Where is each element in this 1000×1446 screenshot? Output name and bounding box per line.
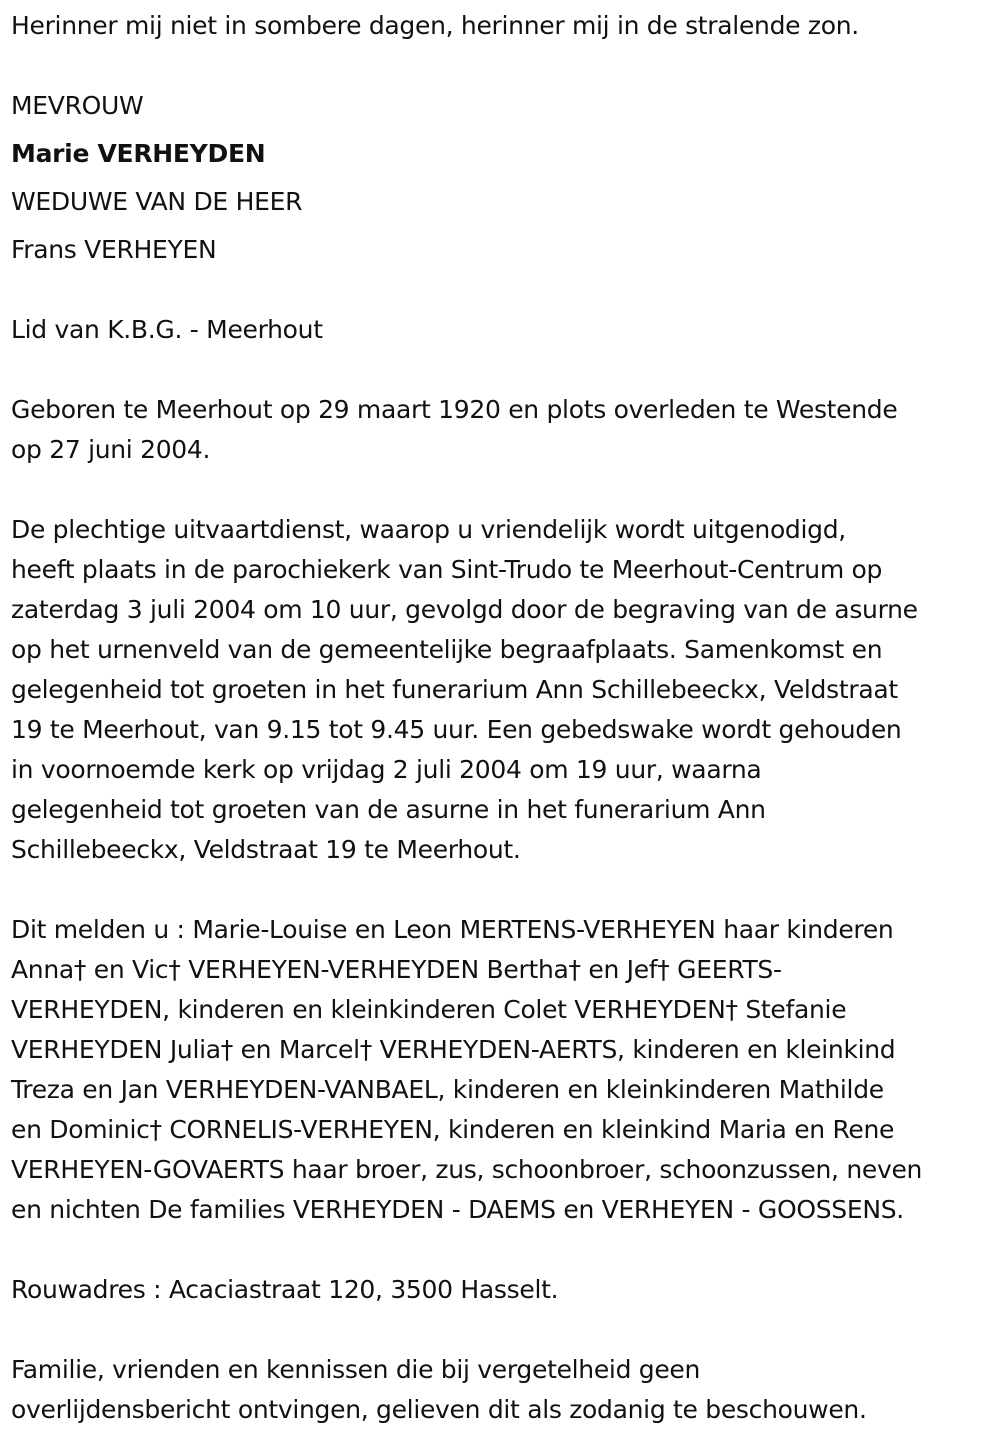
ceremony-line: op het urnenveld van de gemeentelijke begraafplaats. Samenkomst en [11,635,883,664]
announcement-line: Treza en Jan VERHEYDEN-VANBAEL, kinderen en kleinkinderen Mathilde [11,1075,884,1104]
announcement-line: Anna† en Vic† VERHEYEN-VERHEYDEN Bertha† en Jef† GEERTS- [11,955,782,984]
announcement-line: VERHEYDEN, kinderen en kleinkinderen Colet VERHEYDEN† Stefanie [11,995,847,1024]
announcement-line: VERHEYEN-GOVAERTS haar broer, zus, schoonbroer, schoonzussen, neven [11,1155,923,1184]
ceremony-line: heeft plaats in de parochiekerk van Sint-Trudo te Meerhout-Centrum op [11,555,883,584]
announcement-line: VERHEYDEN Julia† en Marcel† VERHEYDEN-AERTS, kinderen en kleinkind [11,1035,896,1064]
relation: WEDUWE VAN DE HEER [11,187,303,216]
closing-line: Familie, vrienden en kennissen die bij vergetelheid geen [11,1355,701,1384]
deceased-name: Marie VERHEYDEN [11,139,266,168]
announcement-line: en Dominic† CORNELIS-VERHEYEN, kinderen en kleinkind Maria en Rene [11,1115,895,1144]
announcement-line: Dit melden u : Marie-Louise en Leon MERTENS-VERHEYEN haar kinderen [11,915,894,944]
mourning-address: Rouwadres : Acaciastraat 120, 3500 Hasselt. [11,1275,559,1304]
ceremony-line: De plechtige uitvaartdienst, waarop u vriendelijk wordt uitgenodigd, [11,515,846,544]
membership: Lid van K.B.G. - Meerhout [11,315,323,344]
ceremony-line: zaterdag 3 juli 2004 om 10 uur, gevolgd door de begraving van de asurne [11,595,918,624]
ceremony-line: gelegenheid tot groeten in het funerarium Ann Schillebeeckx, Veldstraat [11,675,898,704]
ceremony-line: Schillebeeckx, Veldstraat 19 te Meerhout. [11,835,521,864]
ceremony-line: in voornoemde kerk op vrijdag 2 juli 2004 om 19 uur, waarna [11,755,762,784]
closing-line: overlijdensbericht ontvingen, gelieven dit als zodanig te beschouwen. [11,1395,867,1424]
motto: Herinner mij niet in sombere dagen, herinner mij in de stralende zon. [11,11,859,40]
title: MEVROUW [11,91,144,120]
announcement-line: en nichten De families VERHEYDEN - DAEMS en VERHEYEN - GOOSSENS. [11,1195,904,1224]
spouse-name: Frans VERHEYEN [11,235,217,264]
ceremony-line: gelegenheid tot groeten van de asurne in het funerarium Ann [11,795,766,824]
birth-death-line: op 27 juni 2004. [11,435,211,464]
birth-death-line: Geboren te Meerhout op 29 maart 1920 en plots overleden te Westende [11,395,898,424]
ceremony-line: 19 te Meerhout, van 9.15 tot 9.45 uur. Een gebedswake wordt gehouden [11,715,902,744]
